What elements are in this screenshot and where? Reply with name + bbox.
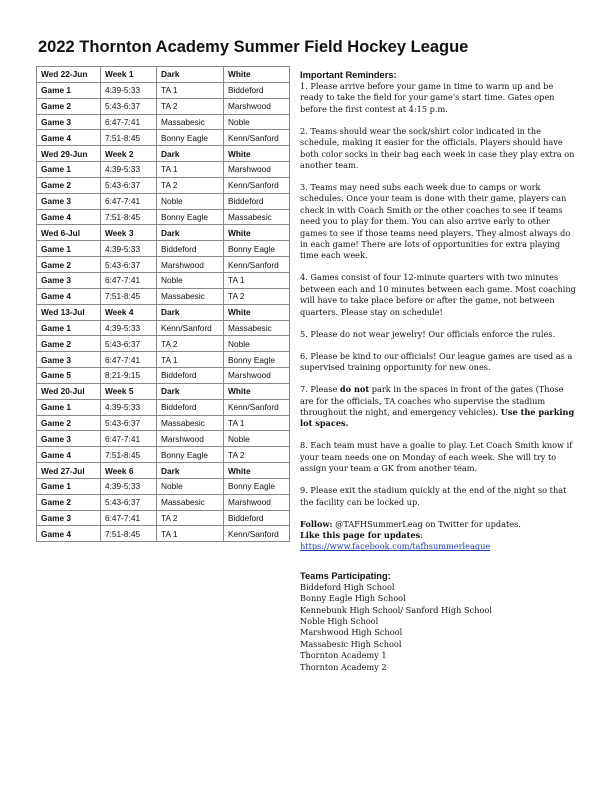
team-item: Kennebunk High School/ Sanford High School xyxy=(300,604,492,615)
game-row xyxy=(37,98,290,114)
game-row xyxy=(37,241,290,257)
white-team: Kenn/Sanford xyxy=(224,130,290,146)
week-header-cell: Wed 20-Jul xyxy=(37,383,101,399)
game-time: 4:39-5:33 xyxy=(101,162,157,178)
white-team: Bonny Eagle xyxy=(224,241,290,257)
dark-team: Bonny Eagle xyxy=(157,209,224,225)
game-time: 7:51-8:45 xyxy=(101,288,157,304)
white-team: Marshwood xyxy=(224,162,290,178)
reminder-1: 1. Please arrive before your game in time to warm up and be ready to take the field for your game's start time. Gates open before the first contest at 4:15 p.m. xyxy=(300,81,555,114)
dark-team: TA 1 xyxy=(157,82,224,98)
week-header-cell: Dark xyxy=(157,67,224,83)
dark-team: Bonny Eagle xyxy=(157,130,224,146)
white-team: TA 1 xyxy=(224,272,290,288)
white-team: Biddeford xyxy=(224,193,290,209)
game-time: 6:47-7:41 xyxy=(101,114,157,130)
dark-team: TA 2 xyxy=(157,177,224,193)
game-row xyxy=(37,320,290,336)
white-team: Bonny Eagle xyxy=(224,478,290,494)
white-team: Massabesic xyxy=(224,320,290,336)
week-header-cell: Dark xyxy=(157,225,224,241)
game-time: 4:39-5:33 xyxy=(101,399,157,415)
game-time: 5:43-6:37 xyxy=(101,415,157,431)
game-row xyxy=(37,526,290,542)
week-header-cell: Dark xyxy=(157,304,224,320)
game-label: Game 1 xyxy=(37,320,101,336)
game-row xyxy=(37,352,290,368)
follow-line xyxy=(300,519,578,530)
white-team: Marshwood xyxy=(224,368,290,384)
white-team: Marshwood xyxy=(224,98,290,114)
game-time: 6:47-7:41 xyxy=(101,272,157,288)
team-item: Biddeford High School xyxy=(300,581,395,592)
white-team: Biddeford xyxy=(224,82,290,98)
week-header-row xyxy=(37,463,290,479)
dark-team: Massabesic xyxy=(157,494,224,510)
reminders-heading: Important Reminders: xyxy=(300,70,397,80)
dark-team: Massabesic xyxy=(157,415,224,431)
like-line xyxy=(300,530,578,541)
week-header-cell: White xyxy=(224,225,290,241)
reminder-7 xyxy=(300,384,578,430)
white-team: Biddeford xyxy=(224,510,290,526)
dark-team: Biddeford xyxy=(157,399,224,415)
game-time: 7:51-8:45 xyxy=(101,526,157,542)
dark-team: Massabesic xyxy=(157,114,224,130)
week-header-cell: Dark xyxy=(157,146,224,162)
reminder-8: 8. Each team must have a goalie to play. Let Coach Smith know if your team needs one on Monday of each week. She will try to assign your team a GK from another team. xyxy=(300,440,573,474)
week-header-row xyxy=(37,225,290,241)
week-header-row xyxy=(37,146,290,162)
reminders-section xyxy=(300,70,578,673)
week-header-cell: Week 5 xyxy=(101,383,157,399)
reminder-7-parking-note: Use the parking lot spaces. xyxy=(300,406,575,429)
dark-team: TA 1 xyxy=(157,162,224,178)
game-time: 7:51-8:45 xyxy=(101,447,157,463)
white-team: Massabesic xyxy=(224,209,290,225)
dark-team: Biddeford xyxy=(157,241,224,257)
week-header-row xyxy=(37,304,290,320)
reminder-4: 4. Games consist of four 12-minute quarters with two minutes between each and 10 minutes between each game. Most coaching will have to take place before or after the game, not between quarters. Please stay on schedule! xyxy=(300,272,576,317)
game-label: Game 1 xyxy=(37,399,101,415)
game-label: Game 3 xyxy=(37,510,101,526)
week-header-cell: Week 4 xyxy=(101,304,157,320)
dark-team: Noble xyxy=(157,478,224,494)
week-header-cell: Week 3 xyxy=(101,225,157,241)
reminder-6: 6. Please be kind to our officials! Our league games are used as a supervised training opportunity for new ones. xyxy=(300,350,573,373)
game-row xyxy=(37,447,290,463)
white-team: Noble xyxy=(224,336,290,352)
game-label: Game 2 xyxy=(37,257,101,273)
game-time: 4:39-5:33 xyxy=(101,241,157,257)
game-label: Game 4 xyxy=(37,130,101,146)
game-label: Game 2 xyxy=(37,494,101,510)
follow-text: @TAFHSummerLeag on Twitter for updates. xyxy=(332,518,521,529)
reminder-9: 9. Please exit the stadium quickly at the end of the night so that the facility can be locked up. xyxy=(300,485,567,507)
game-label: Game 3 xyxy=(37,114,101,130)
dark-team: TA 2 xyxy=(157,98,224,114)
game-label: Game 2 xyxy=(37,336,101,352)
game-time: 5:43-6:37 xyxy=(101,494,157,510)
white-team: Marshwood xyxy=(224,494,290,510)
game-row xyxy=(37,82,290,98)
game-label: Game 2 xyxy=(37,177,101,193)
team-item: Bonny Eagle High School xyxy=(300,593,406,604)
dark-team: Bonny Eagle xyxy=(157,447,224,463)
game-label: Game 3 xyxy=(37,272,101,288)
game-time: 5:43-6:37 xyxy=(101,336,157,352)
game-row xyxy=(37,162,290,178)
week-header-cell: Wed 6-Jul xyxy=(37,225,101,241)
game-row xyxy=(37,130,290,146)
game-row xyxy=(37,510,290,526)
week-header-cell: White xyxy=(224,146,290,162)
facebook-link[interactable]: https://www.facebook.com/tafhsummerleague xyxy=(300,541,491,552)
white-team: TA 2 xyxy=(224,447,290,463)
game-time: 6:47-7:41 xyxy=(101,352,157,368)
game-row xyxy=(37,431,290,447)
white-team: Kenn/Sanford xyxy=(224,526,290,542)
dark-team: TA 1 xyxy=(157,352,224,368)
game-label: Game 1 xyxy=(37,241,101,257)
week-header-cell: Week 1 xyxy=(101,67,157,83)
schedule-body xyxy=(37,67,290,542)
team-item: Marshwood High School xyxy=(300,627,403,638)
team-item: Thornton Academy 2 xyxy=(300,661,387,672)
game-time: 6:47-7:41 xyxy=(101,431,157,447)
game-row xyxy=(37,257,290,273)
team-item: Noble High School xyxy=(300,615,379,626)
dark-team: Kenn/Sanford xyxy=(157,320,224,336)
game-row xyxy=(37,399,290,415)
week-header-cell: Dark xyxy=(157,463,224,479)
game-label: Game 2 xyxy=(37,98,101,114)
game-time: 5:43-6:37 xyxy=(101,177,157,193)
week-header-row xyxy=(37,383,290,399)
game-time: 5:43-6:37 xyxy=(101,98,157,114)
follow-label: Follow: xyxy=(300,518,333,529)
page-title: 2022 Thornton Academy Summer Field Hockey League xyxy=(38,38,469,56)
week-header-cell: Wed 29-Jun xyxy=(37,146,101,162)
game-row xyxy=(37,336,290,352)
week-header-cell: Wed 22-Jun xyxy=(37,67,101,83)
white-team: Noble xyxy=(224,114,290,130)
reminder-7-emphasis: do not xyxy=(339,384,370,395)
reminder-7-text-a: 7. Please xyxy=(300,384,340,395)
game-row xyxy=(37,272,290,288)
dark-team: Noble xyxy=(157,193,224,209)
white-team: TA 1 xyxy=(224,415,290,431)
week-header-cell: Wed 27-Jul xyxy=(37,463,101,479)
week-header-cell: Week 6 xyxy=(101,463,157,479)
week-header-cell: White xyxy=(224,463,290,479)
week-header-cell: White xyxy=(224,67,290,83)
teams-heading: Teams Participating: xyxy=(300,570,391,581)
game-row xyxy=(37,209,290,225)
team-item: Thornton Academy 1 xyxy=(300,650,387,661)
week-header-cell: Wed 13-Jul xyxy=(37,304,101,320)
game-row xyxy=(37,177,290,193)
dark-team: TA 1 xyxy=(157,526,224,542)
game-time: 4:39-5:33 xyxy=(101,320,157,336)
game-label: Game 4 xyxy=(37,447,101,463)
dark-team: TA 2 xyxy=(157,336,224,352)
game-label: Game 3 xyxy=(37,193,101,209)
reminder-2: 2. Teams should wear the sock/shirt color indicated in the schedule, making it easier for the officials. Players should have both color socks in their bag each week in case they play extra on another team. xyxy=(300,125,575,171)
dark-team: Massabesic xyxy=(157,288,224,304)
game-label: Game 1 xyxy=(37,82,101,98)
game-row xyxy=(37,368,290,384)
game-row xyxy=(37,288,290,304)
game-time: 4:39-5:33 xyxy=(101,82,157,98)
reminder-7-text-c: park in the spaces in front of the gates (Those are for the officials, TA coaches who supervise the stadium throughout the night, and emergency vehicles). xyxy=(300,384,564,417)
follow-block xyxy=(300,519,578,553)
game-label: Game 5 xyxy=(37,368,101,384)
game-time: 7:51-8:45 xyxy=(101,209,157,225)
reminder-3: 3. Teams may need subs each week due to camps or work schedules. Once your team is done with their game, players can check in with Coach Smith or the other coaches to see if teams need you to play for them. You can also arrive early to other games to see if those teams need players. They almost always do in each game! There are lots of opportunities for extra playing time each week. xyxy=(300,182,571,261)
game-label: Game 4 xyxy=(37,526,101,542)
week-header-cell: Dark xyxy=(157,383,224,399)
week-header-row xyxy=(37,67,290,83)
dark-team: Marshwood xyxy=(157,257,224,273)
game-label: Game 1 xyxy=(37,478,101,494)
game-time: 5:43-6:37 xyxy=(101,257,157,273)
white-team: Kenn/Sanford xyxy=(224,399,290,415)
teams-list xyxy=(300,582,578,673)
white-team: Bonny Eagle xyxy=(224,352,290,368)
game-row xyxy=(37,494,290,510)
week-header-cell: White xyxy=(224,383,290,399)
white-team: TA 2 xyxy=(224,288,290,304)
game-time: 4:39-5:33 xyxy=(101,478,157,494)
schedule-table xyxy=(36,66,290,542)
dark-team: Biddeford xyxy=(157,368,224,384)
reminder-5: 5. Please do not wear jewelry! Our officials enforce the rules. xyxy=(300,328,556,339)
game-row xyxy=(37,415,290,431)
game-row xyxy=(37,114,290,130)
game-label: Game 4 xyxy=(37,288,101,304)
game-row xyxy=(37,478,290,494)
game-label: Game 4 xyxy=(37,209,101,225)
team-item: Massabesic High School xyxy=(300,638,402,649)
white-team: Kenn/Sanford xyxy=(224,177,290,193)
dark-team: Noble xyxy=(157,272,224,288)
game-label: Game 1 xyxy=(37,162,101,178)
week-header-cell: Week 2 xyxy=(101,146,157,162)
game-label: Game 2 xyxy=(37,415,101,431)
like-colon: : xyxy=(420,529,423,540)
dark-team: TA 2 xyxy=(157,510,224,526)
game-time: 6:47-7:41 xyxy=(101,193,157,209)
game-time: 6:47-7:41 xyxy=(101,510,157,526)
dark-team: Marshwood xyxy=(157,431,224,447)
white-team: Noble xyxy=(224,431,290,447)
game-label: Game 3 xyxy=(37,431,101,447)
white-team: Kenn/Sanford xyxy=(224,257,290,273)
game-time: 8:21-9:15 xyxy=(101,368,157,384)
like-label: Like this page for updates xyxy=(300,529,421,540)
week-header-cell: White xyxy=(224,304,290,320)
game-row xyxy=(37,193,290,209)
game-time: 7:51-8:45 xyxy=(101,130,157,146)
game-label: Game 3 xyxy=(37,352,101,368)
